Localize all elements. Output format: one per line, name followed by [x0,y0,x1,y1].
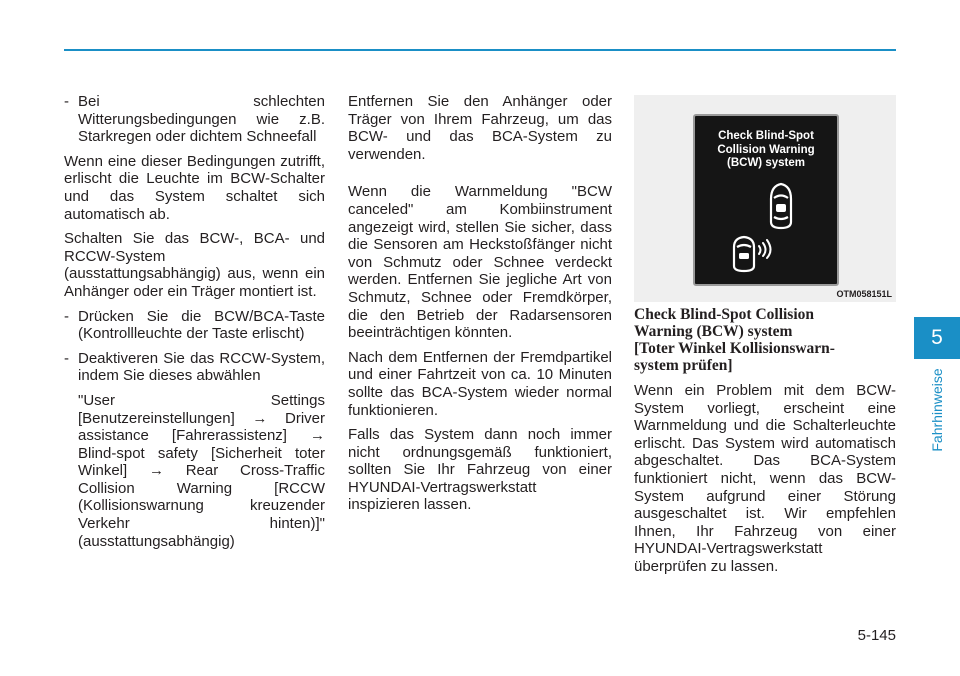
list-dash: - [64,307,69,325]
chapter-tab: 5 [914,317,960,359]
list-item [64,350,325,385]
list-dash: - [64,349,69,367]
paragraph: Falls das System dann noch immer nicht ordnungsgemäß funktioniert, sollten Sie Ihr Fahrzeug von einer HYUNDAI-Vertragswerkstatt inspizieren lassen. [348,426,612,514]
condition-text: Bei schlechten Witterungsbedingungen wie z.B. Starkregen oder dichtem Schneefall [78,93,325,146]
list-item [64,308,325,343]
condition-item [64,93,325,146]
paragraph: Wenn eine dieser Bedingungen zutrifft, erlischt die Leuchte im BCW-Schalter und das System schaltet sich automatisch ab. [64,152,325,223]
display-message: Check Blind-Spot Collision Warning (BCW) system [717,130,815,169]
column-right [634,93,896,583]
list-item-text: Deaktiveren Sie das RCCW-System, indem Sie dieses abwählen [78,349,325,385]
paragraph: Nach dem Entfernen der Fremdpartikel und einer Fahrtzeit von ca. 10 Minuten sollte das BCA-System wieder normal funktionieren. [348,348,612,419]
section-heading: Check Blind-Spot Collision Warning (BCW) system [Toter Winkel Kollisionswarn- system prüfen] [634,306,835,374]
paragraph: Wenn die Warnmeldung "BCW canceled" am Kombiinstrument angezeigt wird, stellen Sie sicher, dass die Sensoren am Heckstoßfänger nicht von Schmutz oder Schnee verdeckt werden. Entfernen Sie jegliche Art von Schmutz, Schnee oder Fremdkörper, die den Betrieb der Radarsensoren beeinträchtigen könnten. [348,183,612,342]
paragraph: Entfernen Sie den Anhänger oder Träger von Ihrem Fahrzeug, um das BCW- und das BCA-System zu verwenden. [348,93,612,163]
column-middle [348,93,612,521]
column-left [64,93,325,557]
list-dash: - [64,93,69,110]
paragraph: Schalten Sie das BCW-, BCA- und RCCW-System (ausstattungsabhängig) aus, wenn ein Anhänger oder ein Träger montiert ist. [64,230,325,300]
list-item-text: Drücken Sie die BCW/BCA-Taste (Kontrollleuchte der Taste erlischt) [78,307,325,343]
paragraph: Wenn ein Problem mit dem BCW-System vorliegt, erscheint eine Warnmeldung und die Schalterleuchte erlischt. Das System wird automatisch abgeschaltet. Das BCA-System funktioniert nicht, wenn das BCW-System aufgrund einer Störung ausgeschaltet ist. Wir empfehlen Ihnen, Ihr Fahrzeug von einer HYUNDAI-Vertragswerkstatt überprüfen zu lassen. [634,382,896,575]
header-rule [64,49,896,51]
chapter-name: Fahrhinweise [929,368,945,452]
figure-code: OTM058151L [836,289,892,299]
menu-path-text: "User Settings [Benutzereinstellungen] → Driver assistance [Fahrerassistenz] → Blind-spot safety [Sicherheit toter Winkel] → Rear Cross-Traffic Collision Warning [RCCW (Kollisionswarnung kreuzender Verkehr hinten)]" (ausstattungsabhängig) [78,391,325,550]
page-number: 5-145 [857,627,896,644]
